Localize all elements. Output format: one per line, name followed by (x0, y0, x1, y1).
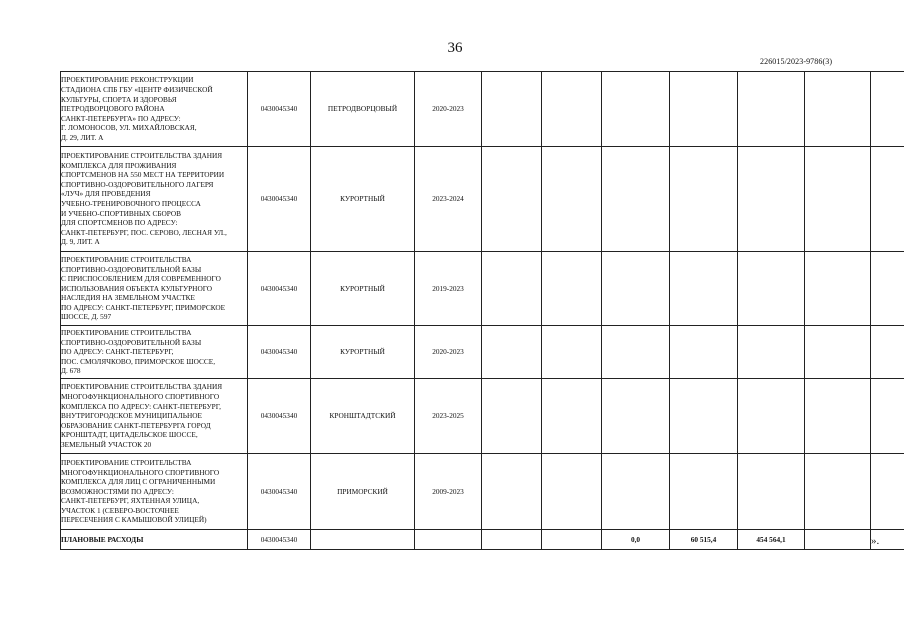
period-cell: 2019-2023 (415, 252, 482, 326)
table-row (61, 379, 904, 454)
table-row (61, 454, 904, 530)
period-cell: 2009-2023 (415, 454, 482, 530)
table-row (61, 72, 904, 147)
object-name-cell (61, 252, 248, 326)
object-name: ПРОЕКТИРОВАНИЕ СТРОИТЕЛЬСТВА СПОРТИВНО-ОЗДОРОВИТЕЛЬНОЙ БАЗЫ С ПРИСПОСОБЛЕНИЕМ ДЛЯ СОВРЕМЕННОГО ИСПОЛЬЗОВАНИЯ ОБЪЕКТА КУЛЬТУРНОГО НАСЛЕДИЯ НА ЗЕМЕЛЬНОМ УЧАСТКЕ ПО АДРЕСУ: САНКТ-ПЕТЕРБУРГ, ПРИМОРСКОЕ ШОССЕ, Д. 597 (61, 254, 226, 322)
empty-cell (542, 379, 602, 454)
period-cell: 2023-2024 (415, 147, 482, 252)
table-row (61, 326, 904, 379)
empty-cell (602, 326, 670, 379)
total-value-2: 60 515,4 (670, 530, 738, 550)
empty-cell (482, 72, 542, 147)
table-row (61, 252, 904, 326)
empty-cell (602, 379, 670, 454)
empty-cell (482, 530, 542, 550)
empty-cell (482, 252, 542, 326)
empty-cell (871, 379, 904, 454)
empty-cell (738, 379, 805, 454)
code-cell: 0430045340 (248, 379, 311, 454)
district-cell: КУРОРТНЫЙ (311, 147, 415, 252)
table-row (61, 147, 904, 252)
empty-cell (670, 147, 738, 252)
object-name-cell (61, 379, 248, 454)
empty-cell (670, 72, 738, 147)
district-cell: КРОНШТАДТСКИЙ (311, 379, 415, 454)
object-name-cell (61, 454, 248, 530)
code-cell: 0430045340 (248, 252, 311, 326)
object-name-cell (61, 72, 248, 147)
empty-cell (805, 530, 871, 550)
page-number: 36 (447, 40, 463, 56)
empty-cell (738, 147, 805, 252)
district-cell: КУРОРТНЫЙ (311, 326, 415, 379)
empty-cell (805, 379, 871, 454)
empty-cell (602, 454, 670, 530)
empty-cell (738, 252, 805, 326)
empty-cell (542, 147, 602, 252)
code-cell: 0430045340 (248, 326, 311, 379)
empty-cell (542, 530, 602, 550)
empty-cell (602, 252, 670, 326)
empty-cell (670, 326, 738, 379)
period-cell: 2023-2025 (415, 379, 482, 454)
empty-cell (738, 326, 805, 379)
district-cell: ПЕТРОДВОРЦОВЫЙ (311, 72, 415, 147)
empty-cell (805, 252, 871, 326)
code-cell: 0430045340 (248, 72, 311, 147)
district-cell: КУРОРТНЫЙ (311, 252, 415, 326)
empty-cell (602, 147, 670, 252)
empty-cell (670, 379, 738, 454)
empty-cell (482, 454, 542, 530)
period-cell: 2020-2023 (415, 72, 482, 147)
empty-cell (542, 72, 602, 147)
empty-cell (602, 72, 670, 147)
district-cell: ПРИМОРСКИЙ (311, 454, 415, 530)
empty-cell (805, 454, 871, 530)
total-value-1: 0,0 (602, 530, 670, 550)
total-code-cell: 0430045340 (248, 530, 311, 550)
empty-cell (670, 454, 738, 530)
empty-cell (482, 147, 542, 252)
empty-cell (738, 454, 805, 530)
period-cell: 2020-2023 (415, 326, 482, 379)
object-name: ПРОЕКТИРОВАНИЕ РЕКОНСТРУКЦИИ СТАДИОНА СПБ ГБУ «ЦЕНТР ФИЗИЧЕСКОЙ КУЛЬТУРЫ, СПОРТА И ЗДОРОВЬЯ ПЕТРОДВОРЦОВОГО РАЙОНА САНКТ-ПЕТЕРБУРГА» ПО АДРЕСУ: Г. ЛОМОНОСОВ, УЛ. МИХАЙЛОВСКАЯ, Д. 29, ЛИТ. А (61, 75, 213, 142)
empty-cell (542, 326, 602, 379)
empty-cell (311, 530, 415, 550)
total-label: ПЛАНОВЫЕ РАСХОДЫ (61, 530, 248, 550)
empty-cell (542, 252, 602, 326)
object-name: ПРОЕКТИРОВАНИЕ СТРОИТЕЛЬСТВА СПОРТИВНО-ОЗДОРОВИТЕЛЬНОЙ БАЗЫ ПО АДРЕСУ: САНКТ-ПЕТЕРБУРГ, ПОС. СМОЛЯЧКОВО, ПРИМОРСКОЕ ШОССЕ, Д. 678 (61, 328, 216, 376)
empty-cell (542, 454, 602, 530)
code-cell: 0430045340 (248, 454, 311, 530)
object-name-cell (61, 326, 248, 379)
empty-cell (482, 379, 542, 454)
object-name: ПРОЕКТИРОВАНИЕ СТРОИТЕЛЬСТВА ЗДАНИЯ МНОГОФУНКЦИОНАЛЬНОГО СПОРТИВНОГО КОМПЛЕКСА ПО АДРЕСУ: САНКТ-ПЕТЕРБУРГ, ВНУТРИГОРОДСКОЕ МУНИЦИПАЛЬНОЕ ОБРАЗОВАНИЕ САНКТ-ПЕТЕРБУРГА ГОРОД КРОНШТАДТ, ЦИТАДЕЛЬСКОЕ ШОССЕ, ЗЕМЕЛЬНЫЙ УЧАСТОК 20 (61, 382, 223, 449)
empty-cell (805, 147, 871, 252)
empty-cell (871, 147, 904, 252)
empty-cell (738, 72, 805, 147)
total-value-3: 454 564,1 (738, 530, 805, 550)
empty-cell (871, 326, 904, 379)
closing-quote: ». (871, 535, 880, 547)
object-name-cell (61, 147, 248, 252)
object-name: ПРОЕКТИРОВАНИЕ СТРОИТЕЛЬСТВА МНОГОФУНКЦИОНАЛЬНОГО СПОРТИВНОГО КОМПЛЕКСА ДЛЯ ЛИЦ С ОГРАНИЧЕННЫМИ ВОЗМОЖНОСТЯМИ ПО АДРЕСУ: САНКТ-ПЕТЕРБУРГ, ЯХТЕННАЯ УЛИЦА, УЧАСТОК 1 (СЕВЕРО-ВОСТОЧНЕЕ ПЕРЕСЕЧЕНИЯ С КАМЫШОВОЙ УЛИЦЕЙ) (61, 457, 220, 525)
empty-cell (871, 252, 904, 326)
empty-cell (670, 252, 738, 326)
empty-cell (482, 326, 542, 379)
budget-table (60, 71, 904, 550)
document-code: 226015/2023-9786(3) (760, 57, 833, 66)
empty-cell (415, 530, 482, 550)
empty-cell (871, 72, 904, 147)
empty-cell (805, 326, 871, 379)
empty-cell (805, 72, 871, 147)
object-name: ПРОЕКТИРОВАНИЕ СТРОИТЕЛЬСТВА ЗДАНИЯ КОМПЛЕКСА ДЛЯ ПРОЖИВАНИЯ СПОРТСМЕНОВ НА 550 МЕСТ НА ТЕРРИТОРИИ СПОРТИВНО-ОЗДОРОВИТЕЛЬНОГО ЛАГЕРЯ «ЛУЧ» ДЛЯ ПРОВЕДЕНИЯ УЧЕБНО-ТРЕНИРОВОЧНОГО ПРОЦЕССА И УЧЕБНО-СПОРТИВНЫХ СБОРОВ ДЛЯ СПОРТСМЕНОВ ПО АДРЕСУ: САНКТ-ПЕТЕРБУРГ, ПОС. СЕРОВО, ЛЕСНАЯ УЛ., Д. 9, ЛИТ. А (61, 151, 227, 247)
code-cell: 0430045340 (248, 147, 311, 252)
empty-cell (871, 454, 904, 530)
total-row (61, 530, 904, 550)
